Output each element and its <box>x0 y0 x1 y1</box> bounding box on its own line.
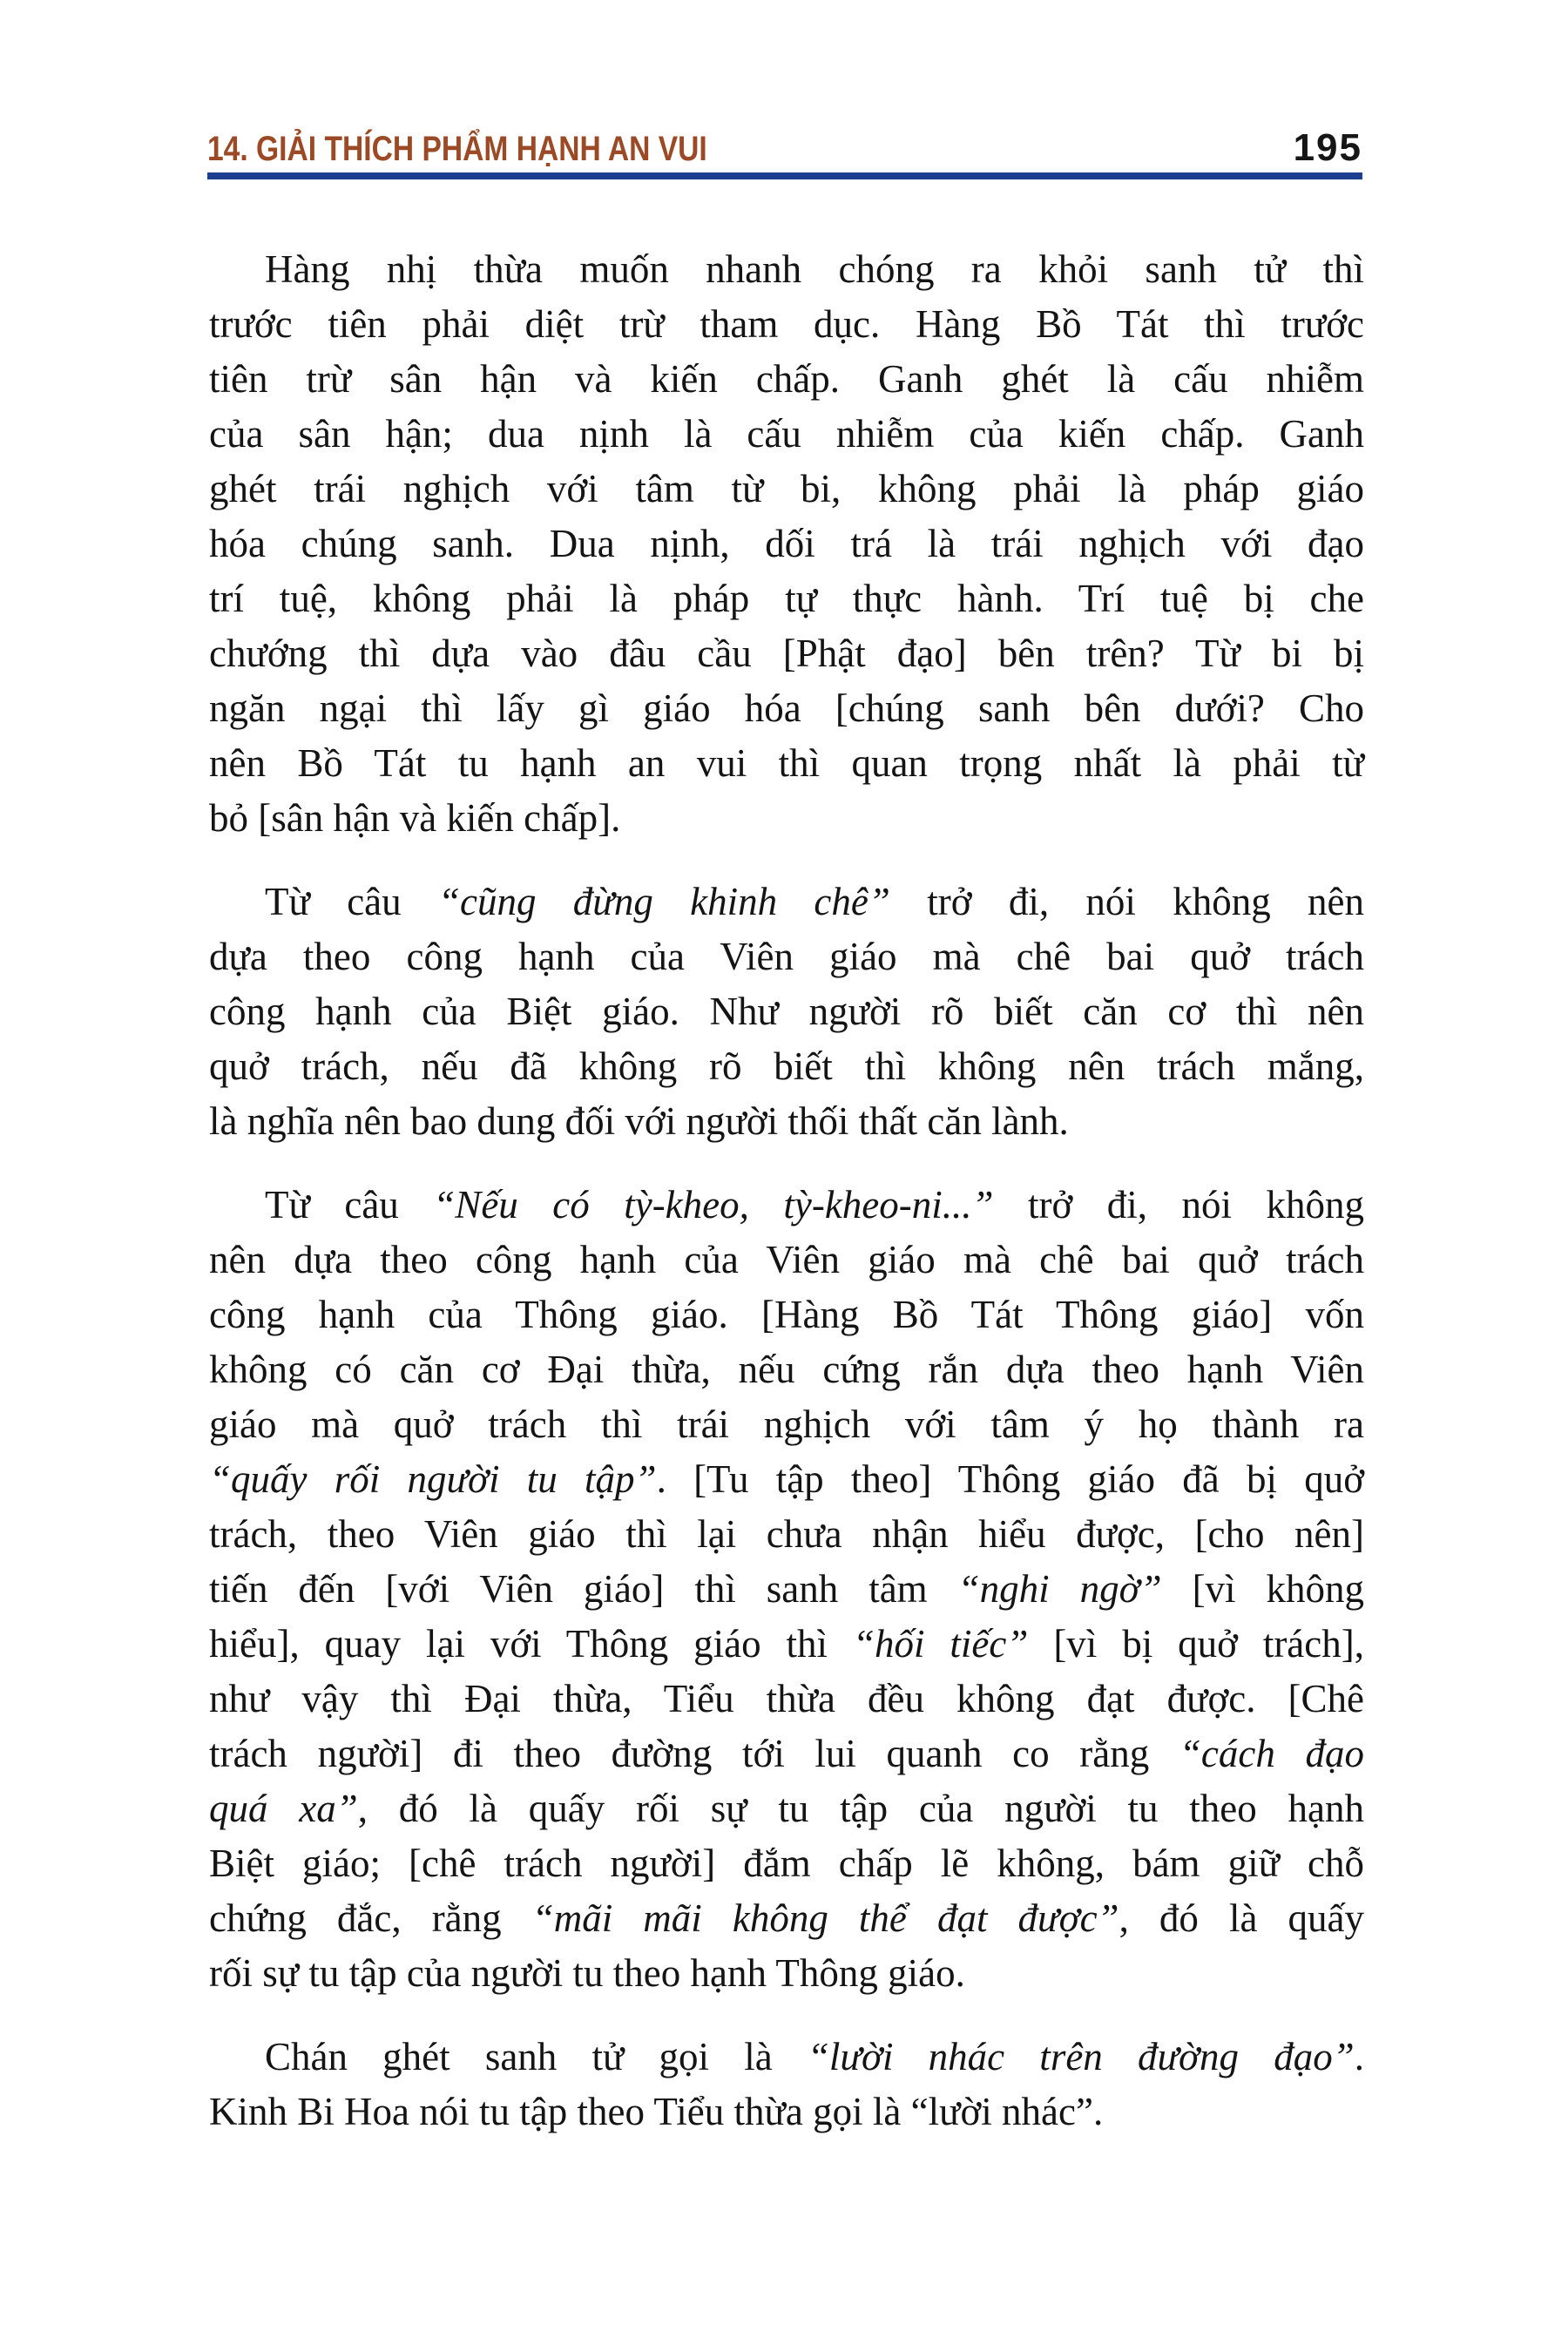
body-text-segment: trách người] đi theo đường tới lui quanh co rằng <box>209 1732 1179 1775</box>
text-line <box>209 407 1364 462</box>
body-text-segment: trở đi, nói không nên <box>889 880 1365 923</box>
chapter-title: 14. GIẢI THÍCH PHẨM HẠNH AN VUI <box>207 130 707 168</box>
body-text-segment: Kinh Bi Hoa nói tu tập theo Tiểu thừa gọi là “lười nhác”. <box>209 2090 1104 2133</box>
body-text-segment: Từ câu <box>265 1183 434 1227</box>
body-text-segment: ghét trái nghịch với tâm từ bi, không phải là pháp giáo <box>209 467 1364 510</box>
text-line <box>209 1617 1364 1672</box>
text-line <box>209 352 1364 407</box>
text-line <box>209 736 1364 791</box>
body-text-segment: như vậy thì Đại thừa, Tiểu thừa đều không đạt được. [Chê <box>209 1677 1364 1720</box>
body-text-segment: không có căn cơ Đại thừa, nếu cứng rắn dựa theo hạnh Viên <box>209 1348 1364 1391</box>
text-line <box>209 1233 1364 1288</box>
text-line <box>209 1891 1364 1946</box>
header-rule <box>207 172 1362 179</box>
body-text-segment: trở đi, nói không <box>993 1183 1364 1227</box>
body-text-segment: dựa theo công hạnh của Viên giáo mà chê bai quở trách <box>209 935 1364 978</box>
text-line <box>209 462 1364 517</box>
text-line <box>209 1094 1364 1149</box>
text-line <box>209 2085 1364 2139</box>
body-text-segment: [vì bị quở trách], <box>1028 1622 1364 1666</box>
body-text-segment: bỏ [sân hận và kiến chấp]. <box>209 796 621 840</box>
body-text-segment: trước tiên phải diệt trừ tham dục. Hàng Bồ Tát thì trước <box>209 302 1364 346</box>
paragraph <box>209 1178 1364 2001</box>
body-text <box>209 242 1364 2139</box>
quoted-italic-text: “quấy rối người tu tập” <box>209 1457 657 1501</box>
quoted-italic-text: quá xa” <box>209 1787 358 1830</box>
text-line <box>209 1672 1364 1727</box>
body-text-segment: của sân hận; dua nịnh là cấu nhiễm của kiến chấp. Ganh <box>209 412 1364 456</box>
text-line <box>209 791 1364 846</box>
text-line <box>209 1397 1364 1452</box>
quoted-italic-text: “hối tiếc” <box>852 1622 1029 1666</box>
body-text-segment: , đó là quấy rối sự tu tập của người tu theo hạnh <box>357 1787 1365 1830</box>
body-text-segment: . [Tu tập theo] Thông giáo đã bị quở <box>656 1457 1365 1501</box>
text-line <box>209 626 1364 681</box>
text-line <box>209 1836 1364 1891</box>
body-text-segment: chướng thì dựa vào đâu cầu [Phật đạo] bên trên? Từ bi bị <box>209 632 1364 675</box>
text-line <box>209 517 1364 571</box>
text-line <box>209 2030 1364 2085</box>
body-text-segment: tiến đến [với Viên giáo] thì sanh tâm <box>209 1567 958 1611</box>
quoted-italic-text: “mãi mãi không thể đạt được” <box>531 1896 1119 1940</box>
text-line <box>209 1178 1364 1233</box>
body-text-segment: công hạnh của Biệt giáo. Như người rõ biết căn cơ thì nên <box>209 990 1364 1033</box>
body-text-segment: ngăn ngại thì lấy gì giáo hóa [chúng sanh bên dưới? Cho <box>209 686 1364 730</box>
text-line <box>209 1562 1364 1617</box>
body-text-segment: nên dựa theo công hạnh của Viên giáo mà chê bai quở trách <box>209 1238 1364 1281</box>
text-line <box>209 1781 1364 1836</box>
body-text-segment: nên Bồ Tát tu hạnh an vui thì quan trọng nhất là phải từ <box>209 741 1364 785</box>
text-line <box>209 681 1364 736</box>
text-line <box>209 1507 1364 1562</box>
text-line <box>209 1452 1364 1507</box>
body-text-segment: , đó là quấy <box>1119 1896 1364 1940</box>
paragraph <box>209 875 1364 1149</box>
body-text-segment: [vì không <box>1161 1567 1365 1611</box>
page-number: 195 <box>1293 126 1362 169</box>
body-text-segment: trí tuệ, không phải là pháp tự thực hành. Trí tuệ bị che <box>209 577 1364 620</box>
quoted-italic-text: “cách đạo <box>1179 1732 1364 1775</box>
quoted-italic-text: “Nếu có tỳ-kheo, tỳ-kheo-ni...” <box>433 1183 994 1227</box>
body-text-segment: quở trách, nếu đã không rõ biết thì không nên trách mắng, <box>209 1044 1364 1088</box>
text-line <box>209 297 1364 352</box>
paragraph <box>209 242 1364 846</box>
text-line <box>209 1039 1364 1094</box>
text-line <box>209 242 1364 297</box>
body-text-segment: hóa chúng sanh. Dua nịnh, dối trá là trái nghịch với đạo <box>209 522 1364 565</box>
text-line <box>209 1946 1364 2001</box>
body-text-segment: là nghĩa nên bao dung đối với người thối thất căn lành. <box>209 1099 1069 1143</box>
body-text-segment: rối sự tu tập của người tu theo hạnh Thông giáo. <box>209 1951 965 1995</box>
text-line <box>209 1342 1364 1397</box>
text-line <box>209 929 1364 984</box>
quoted-italic-text: “nghi ngờ” <box>957 1567 1162 1611</box>
body-text-segment: chứng đắc, rằng <box>209 1896 532 1940</box>
text-line <box>209 875 1364 929</box>
body-text-segment: Biệt giáo; [chê trách người] đắm chấp lẽ không, bám giữ chỗ <box>209 1842 1364 1885</box>
page-header <box>207 126 1362 169</box>
body-text-segment: . <box>1354 2035 1364 2078</box>
paragraph <box>209 2030 1364 2139</box>
body-text-segment: công hạnh của Thông giáo. [Hàng Bồ Tát Thông giáo] vốn <box>209 1293 1364 1336</box>
body-text-segment: Từ câu <box>265 880 438 923</box>
body-text-segment: trách, theo Viên giáo thì lại chưa nhận hiểu được, [cho nên] <box>209 1512 1364 1556</box>
text-line <box>209 1727 1364 1781</box>
body-text-segment: Hàng nhị thừa muốn nhanh chóng ra khỏi sanh tử thì <box>265 247 1364 291</box>
text-line <box>209 1288 1364 1342</box>
body-text-segment: Chán ghét sanh tử gọi là <box>265 2035 808 2078</box>
text-line <box>209 571 1364 626</box>
quoted-italic-text: “lười nhác trên đường đạo” <box>807 2035 1355 2078</box>
text-line <box>209 984 1364 1039</box>
body-text-segment: giáo mà quở trách thì trái nghịch với tâm ý họ thành ra <box>209 1402 1364 1446</box>
body-text-segment: hiểu], quay lại với Thông giáo thì <box>209 1622 853 1666</box>
quoted-italic-text: “cũng đừng khinh chê” <box>437 880 890 923</box>
body-text-segment: tiên trừ sân hận và kiến chấp. Ganh ghét là cấu nhiễm <box>209 357 1364 401</box>
